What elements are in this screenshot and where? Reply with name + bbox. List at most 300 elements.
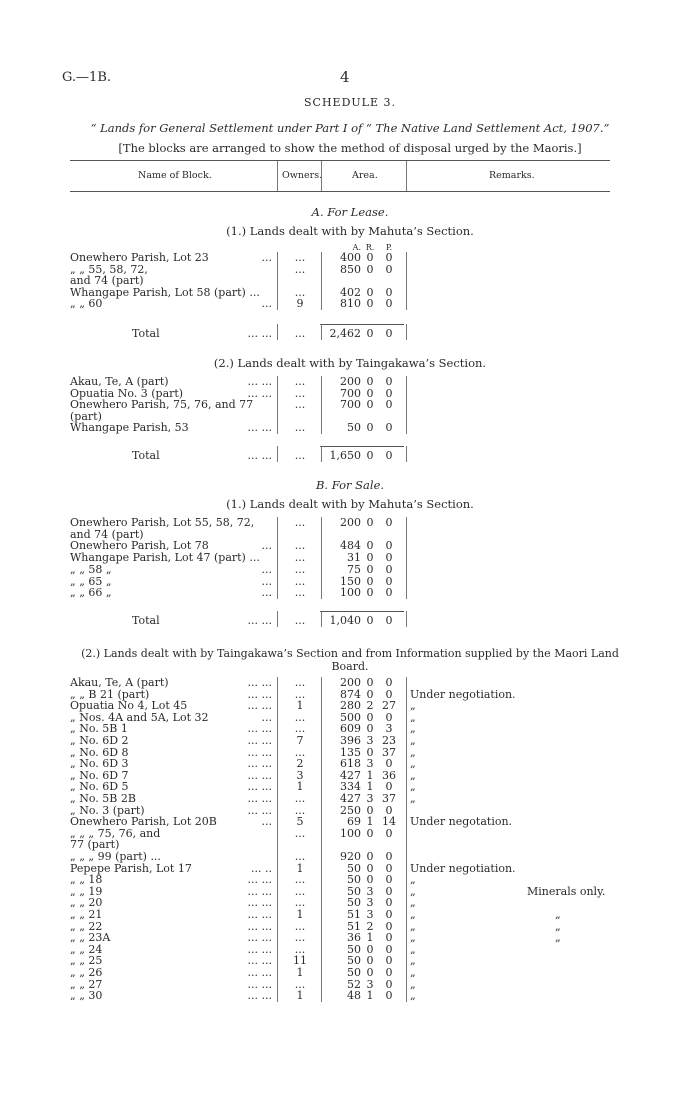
remarks-value: „ (410, 768, 416, 782)
block-name: Akau, Te, A (part) (70, 375, 169, 388)
area-acres: 51 (347, 919, 361, 933)
area-roods: 0 (366, 574, 374, 588)
area-acres: 50 (347, 873, 361, 887)
remarks-value: „ (410, 745, 416, 759)
remarks-value: „ (410, 710, 416, 724)
owners-value: ... (294, 421, 306, 434)
area-roods: 0 (366, 375, 374, 388)
owners-value: 1 (296, 966, 304, 979)
owners-value: ... (294, 551, 306, 565)
owners-value: ... (294, 977, 306, 991)
owners-value: 3 (296, 768, 304, 782)
column-divider (277, 611, 278, 627)
block-name: „ „ 65 „ (70, 574, 112, 588)
column-divider (406, 252, 407, 310)
area-acres: 700 (340, 398, 361, 411)
unit-perches: P. (385, 243, 393, 252)
leader-dots: ... ... (247, 327, 272, 340)
area-roods: 0 (366, 803, 374, 817)
section-a2-title: (2.) Lands dealt with by Taingakawa’s Section. (213, 356, 487, 370)
area-perches: 0 (385, 954, 393, 968)
owners-value: ... (294, 516, 306, 529)
area-perches: 0 (385, 908, 393, 921)
table-row (0, 700, 700, 711)
section-a-title: A. For Lease. (311, 205, 389, 219)
leader-dots: ... ... (247, 699, 272, 713)
owners-value: ... (294, 850, 306, 863)
minerals-ditto: „ (555, 931, 561, 945)
leader-dots: ... (261, 574, 272, 588)
leader-dots: ... ... (247, 931, 272, 945)
table-row (0, 587, 700, 598)
owners-value: 1 (296, 989, 304, 1003)
remarks-value: „ (410, 931, 416, 945)
column-divider (321, 252, 322, 310)
table-row (0, 758, 700, 769)
owners-value: ... (294, 803, 306, 817)
remarks-value: „ (410, 722, 416, 736)
block-name: Opuatia No. 3 (part) (70, 386, 184, 400)
area-perches: 37 (382, 745, 396, 759)
header-divider (277, 161, 278, 191)
area-roods: 0 (366, 551, 374, 565)
area-acres: 200 (340, 516, 361, 529)
area-acres: 52 (347, 977, 361, 991)
area-perches: 0 (385, 780, 393, 794)
table-row (0, 540, 700, 551)
area-roods: 3 (366, 908, 374, 921)
area-perches: 0 (385, 942, 393, 956)
owners-value: ... (294, 251, 306, 264)
owners-value: ... (294, 262, 306, 276)
owners-value: ... (294, 873, 306, 887)
leader-dots: ... ... (247, 449, 272, 462)
block-name: Whangape Parish, 53 (70, 421, 189, 434)
area-acres: 396 (340, 734, 361, 747)
area-roods: 0 (366, 516, 374, 529)
area-roods: 0 (366, 722, 374, 736)
area-roods: 3 (366, 734, 374, 747)
column-divider (406, 517, 407, 599)
leader-dots: ... ... (247, 873, 272, 887)
column-divider (277, 324, 278, 340)
column-divider (277, 252, 278, 310)
area-perches: 0 (385, 586, 393, 600)
area-perches: 0 (385, 989, 393, 1003)
owners-value: 5 (296, 815, 304, 829)
owners-value: ... (294, 931, 306, 945)
leader-dots: ... ... (247, 676, 272, 689)
owners-value: ... (294, 449, 306, 462)
table-row (0, 851, 700, 862)
area-perches: 0 (385, 826, 393, 840)
area-perches: 0 (385, 421, 393, 434)
block-name: Whangape Parish, Lot 58 (part) ... (70, 285, 260, 299)
area-roods: 0 (366, 826, 374, 840)
area-perches: 0 (385, 516, 393, 529)
total-acres: 1,650 (329, 449, 361, 462)
leader-dots: ... .. (251, 861, 272, 875)
block-name: „ „ 30 (70, 989, 103, 1003)
area-acres: 150 (340, 574, 361, 588)
area-roods: 0 (366, 251, 374, 264)
area-acres: 100 (340, 586, 361, 600)
block-name: Onewhero Parish, Lot 23 (70, 251, 209, 264)
area-acres: 50 (347, 884, 361, 898)
area-acres: 280 (340, 699, 361, 713)
table-row (0, 529, 700, 540)
unit-acres: A. (352, 243, 361, 252)
owners-value: 2 (296, 757, 304, 771)
block-name: „ „ 26 (70, 966, 103, 979)
block-name: „ „ 18 (70, 873, 103, 887)
column-divider (406, 324, 407, 340)
table-row (0, 990, 700, 1001)
table-top-rule (70, 160, 610, 161)
area-perches: 0 (385, 262, 393, 276)
area-roods: 0 (366, 386, 374, 400)
area-acres: 75 (347, 562, 361, 576)
leader-dots: ... ... (247, 954, 272, 968)
leader-dots: ... ... (247, 919, 272, 933)
block-name: Onewhero Parish, Lot 20B (70, 815, 217, 829)
leader-dots: ... (261, 562, 272, 576)
area-roods: 1 (366, 768, 374, 782)
owners-value: ... (294, 327, 306, 340)
area-perches: 0 (385, 850, 393, 863)
area-perches: 0 (385, 398, 393, 411)
block-name: „ „ 24 (70, 942, 103, 956)
area-acres: 100 (340, 826, 361, 840)
section-b2-title-cont: Board. (331, 660, 369, 673)
area-roods: 0 (366, 586, 374, 600)
area-roods: 3 (366, 977, 374, 991)
table-row (0, 967, 700, 978)
area-acres: 427 (340, 768, 361, 782)
owners-value: 7 (296, 734, 304, 747)
column-divider (406, 677, 407, 1002)
area-perches: 0 (385, 919, 393, 933)
table-row (0, 298, 700, 309)
area-roods: 0 (366, 262, 374, 276)
leader-dots: ... ... (247, 757, 272, 771)
minerals-ditto: „ (555, 919, 561, 933)
block-name: Onewhero Parish, 75, 76, and 77 (70, 398, 254, 411)
owners-value: 11 (293, 954, 307, 968)
owners-value: ... (294, 586, 306, 600)
leader-dots: ... ... (247, 792, 272, 805)
remarks-value: „ (410, 977, 416, 991)
table-row (0, 275, 700, 286)
remarks-value: Under negotation. (410, 815, 513, 829)
schedule-note: [The blocks are arranged to show the method of disposal urged by the Maoris.] (118, 141, 582, 155)
area-acres: 69 (347, 815, 361, 829)
area-acres: 50 (347, 966, 361, 979)
owners-value: ... (294, 386, 306, 400)
block-name: (part) (70, 409, 102, 423)
area-acres: 50 (347, 954, 361, 968)
owners-value: ... (294, 614, 306, 627)
block-name: „ „ 20 (70, 896, 103, 910)
area-roods: 3 (366, 792, 374, 805)
block-name: „ No. 6D 2 (70, 734, 129, 747)
leader-dots: ... ... (247, 386, 272, 400)
block-name: „ No. 6D 3 (70, 757, 129, 771)
area-acres: 334 (340, 780, 361, 794)
area-acres: 50 (347, 896, 361, 910)
leader-dots: ... ... (247, 745, 272, 759)
table-row (0, 816, 700, 827)
area-roods: 2 (366, 699, 374, 713)
remarks-value: „ (410, 780, 416, 794)
block-name: and 74 (part) (70, 274, 144, 287)
area-perches: 0 (385, 977, 393, 991)
remarks-value: „ (410, 699, 416, 713)
area-perches: 27 (382, 699, 396, 713)
section-b1-title: (1.) Lands dealt with by Mahuta’s Section. (226, 497, 474, 511)
remarks-value: Under negotiation. (410, 687, 516, 701)
area-perches: 0 (385, 861, 393, 875)
area-roods: 0 (366, 850, 374, 863)
area-roods: 0 (366, 873, 374, 887)
table-row (0, 252, 700, 263)
owners-value: 9 (296, 297, 304, 310)
table-row (0, 399, 700, 410)
area-perches: 0 (385, 803, 393, 817)
block-name: Opuatia No 4, Lot 45 (70, 699, 188, 713)
area-acres: 200 (340, 375, 361, 388)
area-acres: 48 (347, 989, 361, 1003)
area-roods: 0 (366, 861, 374, 875)
area-roods: 3 (366, 896, 374, 910)
area-perches: 0 (385, 297, 393, 310)
leader-dots: ... ... (247, 989, 272, 1003)
area-roods: 0 (366, 297, 374, 310)
area-acres: 427 (340, 792, 361, 805)
area-acres: 135 (340, 745, 361, 759)
leader-dots: ... (261, 815, 272, 829)
owners-value: 1 (296, 908, 304, 921)
block-name: „ „ „ 75, 76, and (70, 826, 161, 840)
leader-dots: ... ... (247, 908, 272, 921)
area-roods: 0 (366, 687, 374, 701)
total-label: Total (132, 449, 160, 462)
block-name: „ Nos. 4A and 5A, Lot 32 (70, 710, 209, 724)
block-name: „ „ 25 (70, 954, 103, 968)
area-acres: 50 (347, 861, 361, 875)
area-roods: 3 (366, 757, 374, 771)
area-perches: 0 (385, 687, 393, 701)
owners-value: ... (294, 676, 306, 689)
area-perches: 0 (385, 931, 393, 945)
block-name: „ „ 22 (70, 919, 103, 933)
owners-value: ... (294, 792, 306, 805)
owners-value: 1 (296, 861, 304, 875)
column-divider (277, 446, 278, 462)
remarks-value: „ (410, 734, 416, 747)
block-name: „ „ „ 99 (part) ... (70, 850, 161, 863)
block-name: „ No. 6D 7 (70, 768, 129, 782)
block-name: Onewhero Parish, Lot 55, 58, 72, (70, 516, 255, 529)
section-a1-title: (1.) Lands dealt with by Mahuta’s Section. (226, 224, 474, 238)
area-acres: 402 (340, 285, 361, 299)
area-perches: 0 (385, 896, 393, 910)
area-perches: 23 (382, 734, 396, 747)
area-acres: 500 (340, 710, 361, 724)
total-label: Total (132, 614, 160, 627)
leader-dots: ... ... (247, 884, 272, 898)
remarks-value: „ (410, 989, 416, 1003)
minerals-ditto: „ (555, 908, 561, 921)
area-acres: 618 (340, 757, 361, 771)
column-divider (406, 611, 407, 627)
remarks-value: „ (410, 908, 416, 921)
area-perches: 0 (385, 710, 393, 724)
area-perches: 0 (385, 884, 393, 898)
owners-value: ... (294, 942, 306, 956)
minerals-note: Minerals only. (527, 884, 606, 898)
column-divider (277, 677, 278, 1002)
area-roods: 1 (366, 780, 374, 794)
table-row (0, 552, 700, 563)
unit-roods: R. (365, 243, 375, 252)
table-row (0, 793, 700, 804)
total-rule (320, 324, 404, 325)
area-perches: 0 (385, 386, 393, 400)
leader-dots: ... ... (247, 687, 272, 701)
block-name: Pepepe Parish, Lot 17 (70, 861, 192, 875)
area-acres: 810 (340, 297, 361, 310)
table-row (0, 909, 700, 920)
area-roods: 1 (366, 815, 374, 829)
area-acres: 609 (340, 722, 361, 736)
remarks-value: „ (410, 919, 416, 933)
total-rule (320, 611, 404, 612)
column-divider (406, 446, 407, 462)
area-perches: 37 (382, 792, 396, 805)
leader-dots: ... ... (247, 375, 272, 388)
remarks-value: „ (410, 884, 416, 898)
area-acres: 850 (340, 262, 361, 276)
area-roods: 1 (366, 931, 374, 945)
column-header-name: Name of Block. (138, 170, 212, 181)
area-acres: 700 (340, 386, 361, 400)
table-row (0, 422, 700, 433)
table-row (0, 677, 700, 688)
leader-dots: ... ... (247, 896, 272, 910)
area-perches: 0 (385, 539, 393, 553)
owners-value: ... (294, 884, 306, 898)
area-perches: 14 (382, 815, 396, 829)
area-acres: 200 (340, 676, 361, 689)
area-roods: 1 (366, 989, 374, 1003)
total-row (0, 328, 700, 339)
area-acres: 36 (347, 931, 361, 945)
remarks-value: „ (410, 757, 416, 771)
block-name: 77 (part) (70, 838, 120, 852)
area-perches: 0 (385, 251, 393, 264)
area-perches: 0 (385, 574, 393, 588)
area-acres: 50 (347, 942, 361, 956)
area-roods: 0 (366, 942, 374, 956)
area-acres: 400 (340, 251, 361, 264)
total-row (0, 615, 700, 626)
block-name: Akau, Te, A (part) (70, 676, 169, 689)
area-roods: 0 (366, 398, 374, 411)
area-perches: 0 (385, 966, 393, 979)
owners-value: ... (294, 919, 306, 933)
leader-dots: ... ... (247, 966, 272, 979)
area-perches: 0 (385, 551, 393, 565)
column-divider (406, 376, 407, 434)
remarks-value: „ (410, 942, 416, 956)
area-roods: 0 (366, 954, 374, 968)
total-rule (320, 446, 404, 447)
page-number: 4 (340, 68, 350, 86)
column-divider (321, 446, 322, 462)
total-roods: 0 (366, 614, 374, 627)
owners-value: ... (294, 574, 306, 588)
area-perches: 0 (385, 562, 393, 576)
block-name: „ „ 60 (70, 297, 103, 310)
leader-dots: ... ... (247, 977, 272, 991)
owners-value: ... (294, 562, 306, 576)
column-divider (321, 611, 322, 627)
block-name: Whangape Parish, Lot 47 (part) ... (70, 551, 260, 565)
column-divider (277, 376, 278, 434)
column-divider (321, 376, 322, 434)
leader-dots: ... (261, 586, 272, 600)
total-acres: 1,040 (329, 614, 361, 627)
area-roods: 0 (366, 539, 374, 553)
owners-value: ... (294, 687, 306, 701)
block-name: „ „ 27 (70, 977, 103, 991)
area-roods: 0 (366, 710, 374, 724)
owners-value: ... (294, 722, 306, 736)
area-roods: 0 (366, 676, 374, 689)
area-acres: 51 (347, 908, 361, 921)
area-roods: 3 (366, 884, 374, 898)
total-perches: 0 (385, 614, 393, 627)
block-name: „ No. 3 (part) (70, 803, 145, 817)
owners-value: ... (294, 398, 306, 411)
remarks-value: „ (410, 896, 416, 910)
header-divider (321, 161, 322, 191)
owners-value: 1 (296, 699, 304, 713)
remarks-value: „ (410, 966, 416, 979)
area-roods: 0 (366, 285, 374, 299)
area-roods: 0 (366, 745, 374, 759)
table-row (0, 735, 700, 746)
leader-dots: ... ... (247, 734, 272, 747)
schedule-subtitle: “ Lands for General Settlement under Part I of “ The Native Land Settlement Act, 1907.” (90, 121, 610, 135)
leader-dots: ... ... (247, 780, 272, 794)
table-row (0, 564, 700, 575)
area-perches: 36 (382, 768, 396, 782)
total-roods: 0 (366, 449, 374, 462)
remarks-value: Under negotiation. (410, 861, 516, 875)
leader-dots: ... (261, 710, 272, 724)
area-perches: 0 (385, 375, 393, 388)
area-perches: 3 (385, 722, 393, 736)
block-name: „ „ 23A (70, 931, 111, 945)
leader-dots: ... ... (247, 803, 272, 817)
block-name: „ No. 5B 2B (70, 792, 136, 805)
area-perches: 0 (385, 873, 393, 887)
document-reference: G.—1B. (62, 70, 112, 85)
leader-dots: ... ... (247, 614, 272, 627)
header-divider (406, 161, 407, 191)
